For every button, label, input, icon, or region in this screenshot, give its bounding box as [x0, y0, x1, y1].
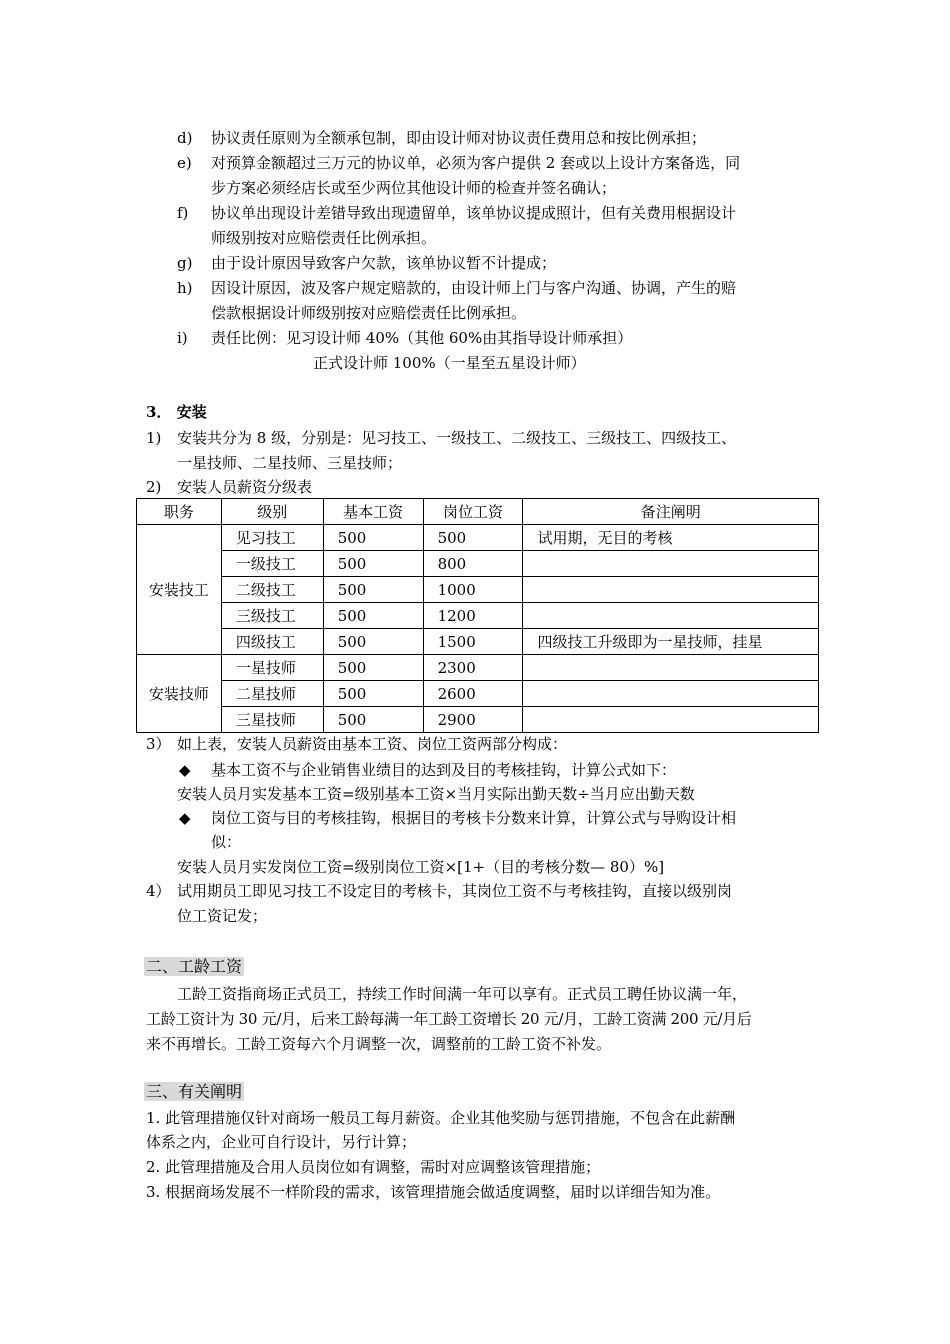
base-cell: 500 — [323, 681, 423, 707]
clause-text: 责任比例：见习设计师 40%（其他 60%由其指导设计师承担） — [211, 329, 633, 347]
base-cell: 500 — [323, 551, 423, 577]
note-text: 如上表，安装人员薪资由基本工资、岗位工资两部分构成： — [177, 735, 568, 753]
post-cell: 2300 — [423, 655, 523, 681]
clause-text: 对预算金额超过三万元的协议单，必须为客户提供 2 套或以上设计方案备选，同 — [211, 154, 741, 172]
header-cell: 职务 — [137, 499, 222, 525]
base-cell: 500 — [323, 655, 423, 681]
paragraph-line: 2. 此管理措施及合用人员岗位如有调整，需时对应调整该管理措施； — [146, 1158, 601, 1176]
section-title-notes — [144, 1082, 244, 1102]
level-cell: 二级技工 — [221, 577, 323, 603]
paragraph-line: 工龄工资指商场正式员工，持续工作时间满一年可以享有。正式员工聘任协议满一年， — [177, 985, 748, 1003]
note-text: 岗位工资与目的考核挂钩，根据目的考核卡分数来计算，计算公式与导购设计相 — [211, 809, 737, 827]
item-marker: 1) — [146, 429, 162, 447]
clause-marker: e) — [177, 154, 192, 172]
clause-text: 协议责任原则为全额承包制，即由设计师对协议责任费用总和按比例承担； — [211, 129, 707, 147]
paragraph-line: 来不再增长。工龄工资每六个月调整一次，调整前的工龄工资不补发。 — [146, 1035, 612, 1053]
post-cell: 1200 — [423, 603, 523, 629]
base-cell: 500 — [323, 525, 423, 551]
post-cell: 2600 — [423, 681, 523, 707]
clause-marker: g) — [177, 254, 193, 272]
base-cell: 500 — [323, 577, 423, 603]
install-levels-text: 安装共分为 8 级，分别是：见习技工、一级技工、二级技工、三级技工、四级技工、 — [177, 429, 737, 447]
level-cell: 一星技师 — [221, 655, 323, 681]
formula-text: 安装人员月实发基本工资=级别基本工资×当月实际出勤天数÷当月应出勤天数 — [177, 785, 695, 803]
table-row — [137, 629, 819, 655]
clause-text: 步方案必须经店长或至少两位其他设计师的检查并签名确认； — [211, 179, 617, 197]
clause-marker: i) — [177, 329, 188, 347]
clause-text: 师级别按对应赔偿责任比例承担。 — [211, 229, 437, 247]
note-cell — [523, 681, 819, 707]
item-marker: 3） — [146, 735, 171, 753]
header-cell: 备注阐明 — [523, 499, 819, 525]
clause-text: 偿款根据设计师级别按对应赔偿责任比例承担。 — [211, 304, 527, 322]
post-cell: 800 — [423, 551, 523, 577]
install-levels-text: 一星技师、二星技师、三星技师； — [177, 454, 403, 472]
post-cell: 2900 — [423, 707, 523, 733]
note-text: 位工资记发； — [177, 907, 268, 925]
item-marker: 4） — [146, 882, 171, 900]
table-caption: 安装人员薪资分级表 — [177, 478, 313, 496]
bullet-icon: ◆ — [179, 809, 191, 827]
section-title-text: 二、工龄工资 — [146, 957, 243, 976]
section-title-seniority — [144, 957, 244, 977]
level-cell: 二星技师 — [221, 681, 323, 707]
header-cell: 级别 — [221, 499, 323, 525]
note-cell — [523, 603, 819, 629]
clause-marker: h) — [177, 279, 193, 297]
level-cell: 四级技工 — [221, 629, 323, 655]
clause-marker: d) — [177, 129, 193, 147]
base-cell: 500 — [323, 629, 423, 655]
table-row — [137, 707, 819, 733]
table-header-row — [137, 499, 819, 525]
section-title-text: 三、有关阐明 — [146, 1082, 243, 1101]
header-cell: 基本工资 — [323, 499, 423, 525]
note-cell — [523, 655, 819, 681]
note-cell — [523, 707, 819, 733]
note-cell: 四级技工升级即为一星技师，挂星 — [523, 629, 819, 655]
item-marker: 2) — [146, 478, 162, 496]
clause-text: 由于设计原因导致客户欠款，该单协议暂不计提成； — [211, 254, 557, 272]
note-text: 基本工资不与企业销售业绩目的达到及目的考核挂钩，计算公式如下： — [211, 761, 677, 779]
clause-marker: f) — [177, 204, 189, 222]
base-cell: 500 — [323, 707, 423, 733]
level-cell: 一级技工 — [221, 551, 323, 577]
post-cell: 500 — [423, 525, 523, 551]
group-cell: 安装技工 — [137, 525, 222, 655]
note-cell — [523, 577, 819, 603]
paragraph-line: 体系之内，企业可自行设计，另行计算； — [146, 1133, 417, 1151]
note-text: 似： — [211, 833, 242, 851]
table-row — [137, 577, 819, 603]
header-cell: 岗位工资 — [423, 499, 523, 525]
paragraph-line: 工龄工资计为 30 元/月，后来工龄每满一年工龄工资增长 20 元/月，工龄工资满 200 元/月后 — [146, 1010, 752, 1028]
table-row — [137, 603, 819, 629]
ratio-line-2: 正式设计师 100%（一星至五星设计师） — [313, 354, 586, 372]
base-cell: 500 — [323, 603, 423, 629]
post-cell: 1000 — [423, 577, 523, 603]
table-row — [137, 525, 819, 551]
section-title-install: 3． 安装 — [146, 403, 207, 421]
level-cell: 三星技师 — [221, 707, 323, 733]
post-cell: 1500 — [423, 629, 523, 655]
note-text: 试用期员工即见习技工不设定目的考核卡，其岗位工资不与考核挂钩，直接以级别岗 — [177, 882, 733, 900]
paragraph-line: 1. 此管理措施仅针对商场一般员工每月薪资。企业其他奖励与惩罚措施，不包含在此薪酬 — [146, 1109, 736, 1127]
formula-text: 安装人员月实发岗位工资=级别岗位工资×[1+（目的考核分数— 80）%] — [177, 858, 665, 876]
salary-table — [136, 498, 819, 733]
table-row — [137, 681, 819, 707]
paragraph-line: 3. 根据商场发展不一样阶段的需求，该管理措施会做适度调整，届时以详细告知为准。 — [146, 1183, 721, 1201]
group-cell: 安装技师 — [137, 655, 222, 733]
table-row — [137, 655, 819, 681]
level-cell: 三级技工 — [221, 603, 323, 629]
level-cell: 见习技工 — [221, 525, 323, 551]
clause-text: 因设计原因，波及客户规定赔款的，由设计师上门与客户沟通、协调，产生的赔 — [211, 279, 737, 297]
note-cell — [523, 551, 819, 577]
clause-text: 协议单出现设计差错导致出现遗留单，该单协议提成照计，但有关费用根据设计 — [211, 204, 737, 222]
note-cell: 试用期，无目的考核 — [523, 525, 819, 551]
table-row — [137, 551, 819, 577]
bullet-icon: ◆ — [179, 761, 191, 779]
